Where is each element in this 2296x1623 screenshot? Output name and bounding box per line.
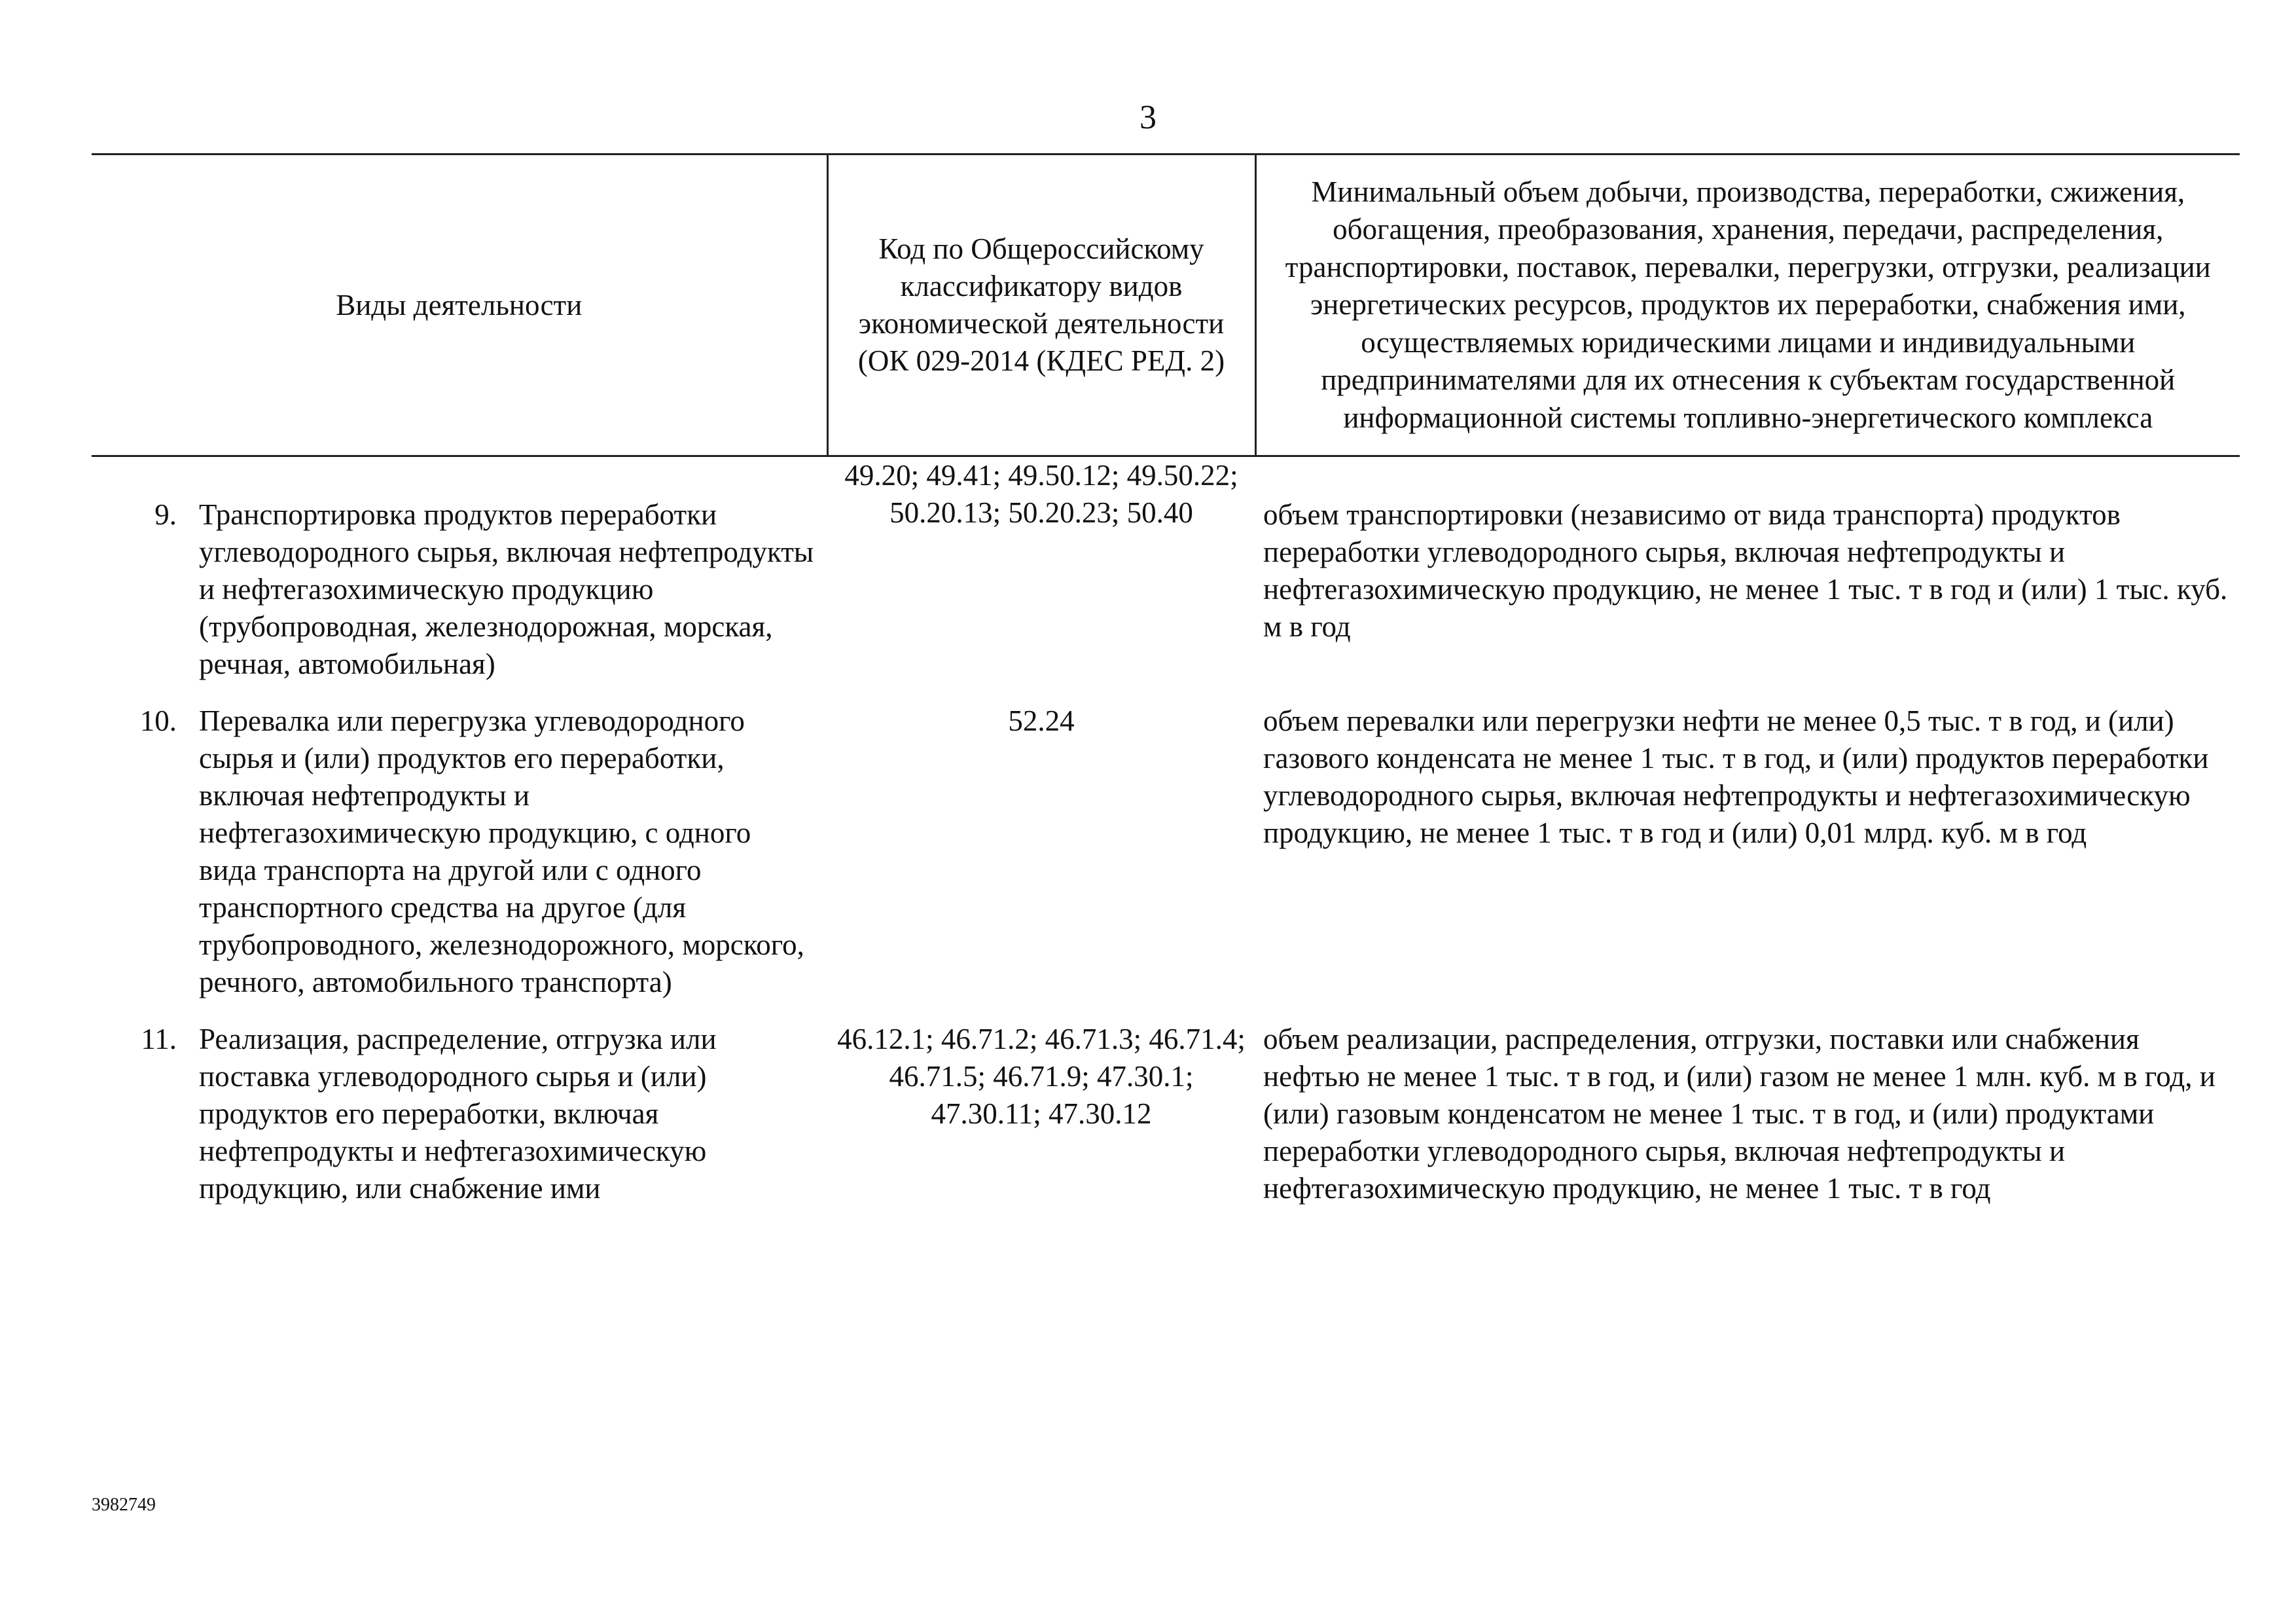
- volume-cell: объем транспортировки (независимо от вида транспорта) продуктов переработки углеводородного сырья, включая нефтепродукты и нефтегазохимическую продукцию, не менее 1 тыс. т в год и (или) 1 тыс. куб. м в год: [1263, 498, 2228, 643]
- activity-cell: [92, 456, 827, 703]
- code-cell: 46.12.1; 46.71.2; 46.71.3; 46.71.4; 46.71.5; 46.71.9; 47.30.1; 47.30.11; 47.30.12: [837, 1023, 1246, 1130]
- table-row: [92, 702, 2240, 1021]
- volume-cell: объем перевалки или перегрузки нефти не менее 0,5 тыс. т в год, и (или) газового конденсата не менее 1 тыс. т в год, и (или) продуктов переработки углеводородного сырья, включая нефтепродукты и нефтегазохимическую продукцию, не менее 1 тыс. т в год и (или) 0,01 млрд. куб. м в год: [1263, 704, 2209, 849]
- document-id: 3982749: [92, 1495, 156, 1515]
- table-body: [92, 456, 2240, 1228]
- activity-text: Транспортировка продуктов переработки углеводородного сырья, включая нефтепродукты и нефтегазохимическую продукцию (трубопроводная, железнодорожная, морская, речная, автомобильная): [199, 498, 814, 680]
- table-row: [92, 1021, 2240, 1227]
- header-code: Код по Общероссийскому классификатору видов экономической деятельности (ОК 029-2014 (КДЕС РЕД. 2): [827, 155, 1255, 456]
- page-number: 3: [1139, 99, 1157, 136]
- activity-cell: [92, 702, 827, 1021]
- code-cell: 49.20; 49.41; 49.50.12; 49.50.22; 50.20.13; 50.20.23; 50.40: [844, 459, 1238, 529]
- table-row: [92, 456, 2240, 703]
- row-number: 10.: [139, 704, 177, 737]
- row-number: 9.: [154, 498, 177, 531]
- volume-cell: объем реализации, распределения, отгрузки, поставки или снабжения нефтью не менее 1 тыс. т в год, и (или) газом не менее 1 млн. куб. м в год, и (или) газовым конденсатом не менее 1 тыс. т в год, и (или) продуктами переработки углеводородного сырья, включая нефтепродукты и нефтегазохимическую продукцию, не менее 1 тыс. т в год: [1263, 1023, 2215, 1205]
- activity-cell: [92, 1021, 827, 1227]
- header-activity: Виды деятельности: [92, 155, 827, 456]
- activity-text: Перевалка или перегрузка углеводородного сырья и (или) продуктов его переработки, включая нефтепродукты и нефтегазохимическую продукцию, с одного вида транспорта на другой или с одного транспортного средства на другое (для трубопроводного, железнодорожного, морского, речного, автомобильного транспорта): [199, 704, 804, 998]
- activity-text: Реализация, распределение, отгрузка или поставка углеводородного сырья и (или) продуктов его переработки, включая нефтепродукты и нефтегазохимическую продукцию, или снабжение ими: [199, 1023, 717, 1205]
- row-number: 11.: [141, 1023, 177, 1055]
- header-volume: Минимальный объем добычи, производства, переработки, сжижения, обогащения, преобразования, хранения, передачи, распределения, транспортировки, поставок, перевалки, перегрузки, отгрузки, реализации энергетических ресурсов, продуктов их переработки, снабжения ими, осуществляемых юридическими лицами и индивидуальными предпринимателями для их отнесения к субъектам государственной информационной системы топливно-энергетического комплекса: [1255, 155, 2240, 456]
- code-cell: 52.24: [1008, 704, 1075, 737]
- table-header: [92, 155, 2240, 456]
- activities-table: [92, 153, 2240, 1227]
